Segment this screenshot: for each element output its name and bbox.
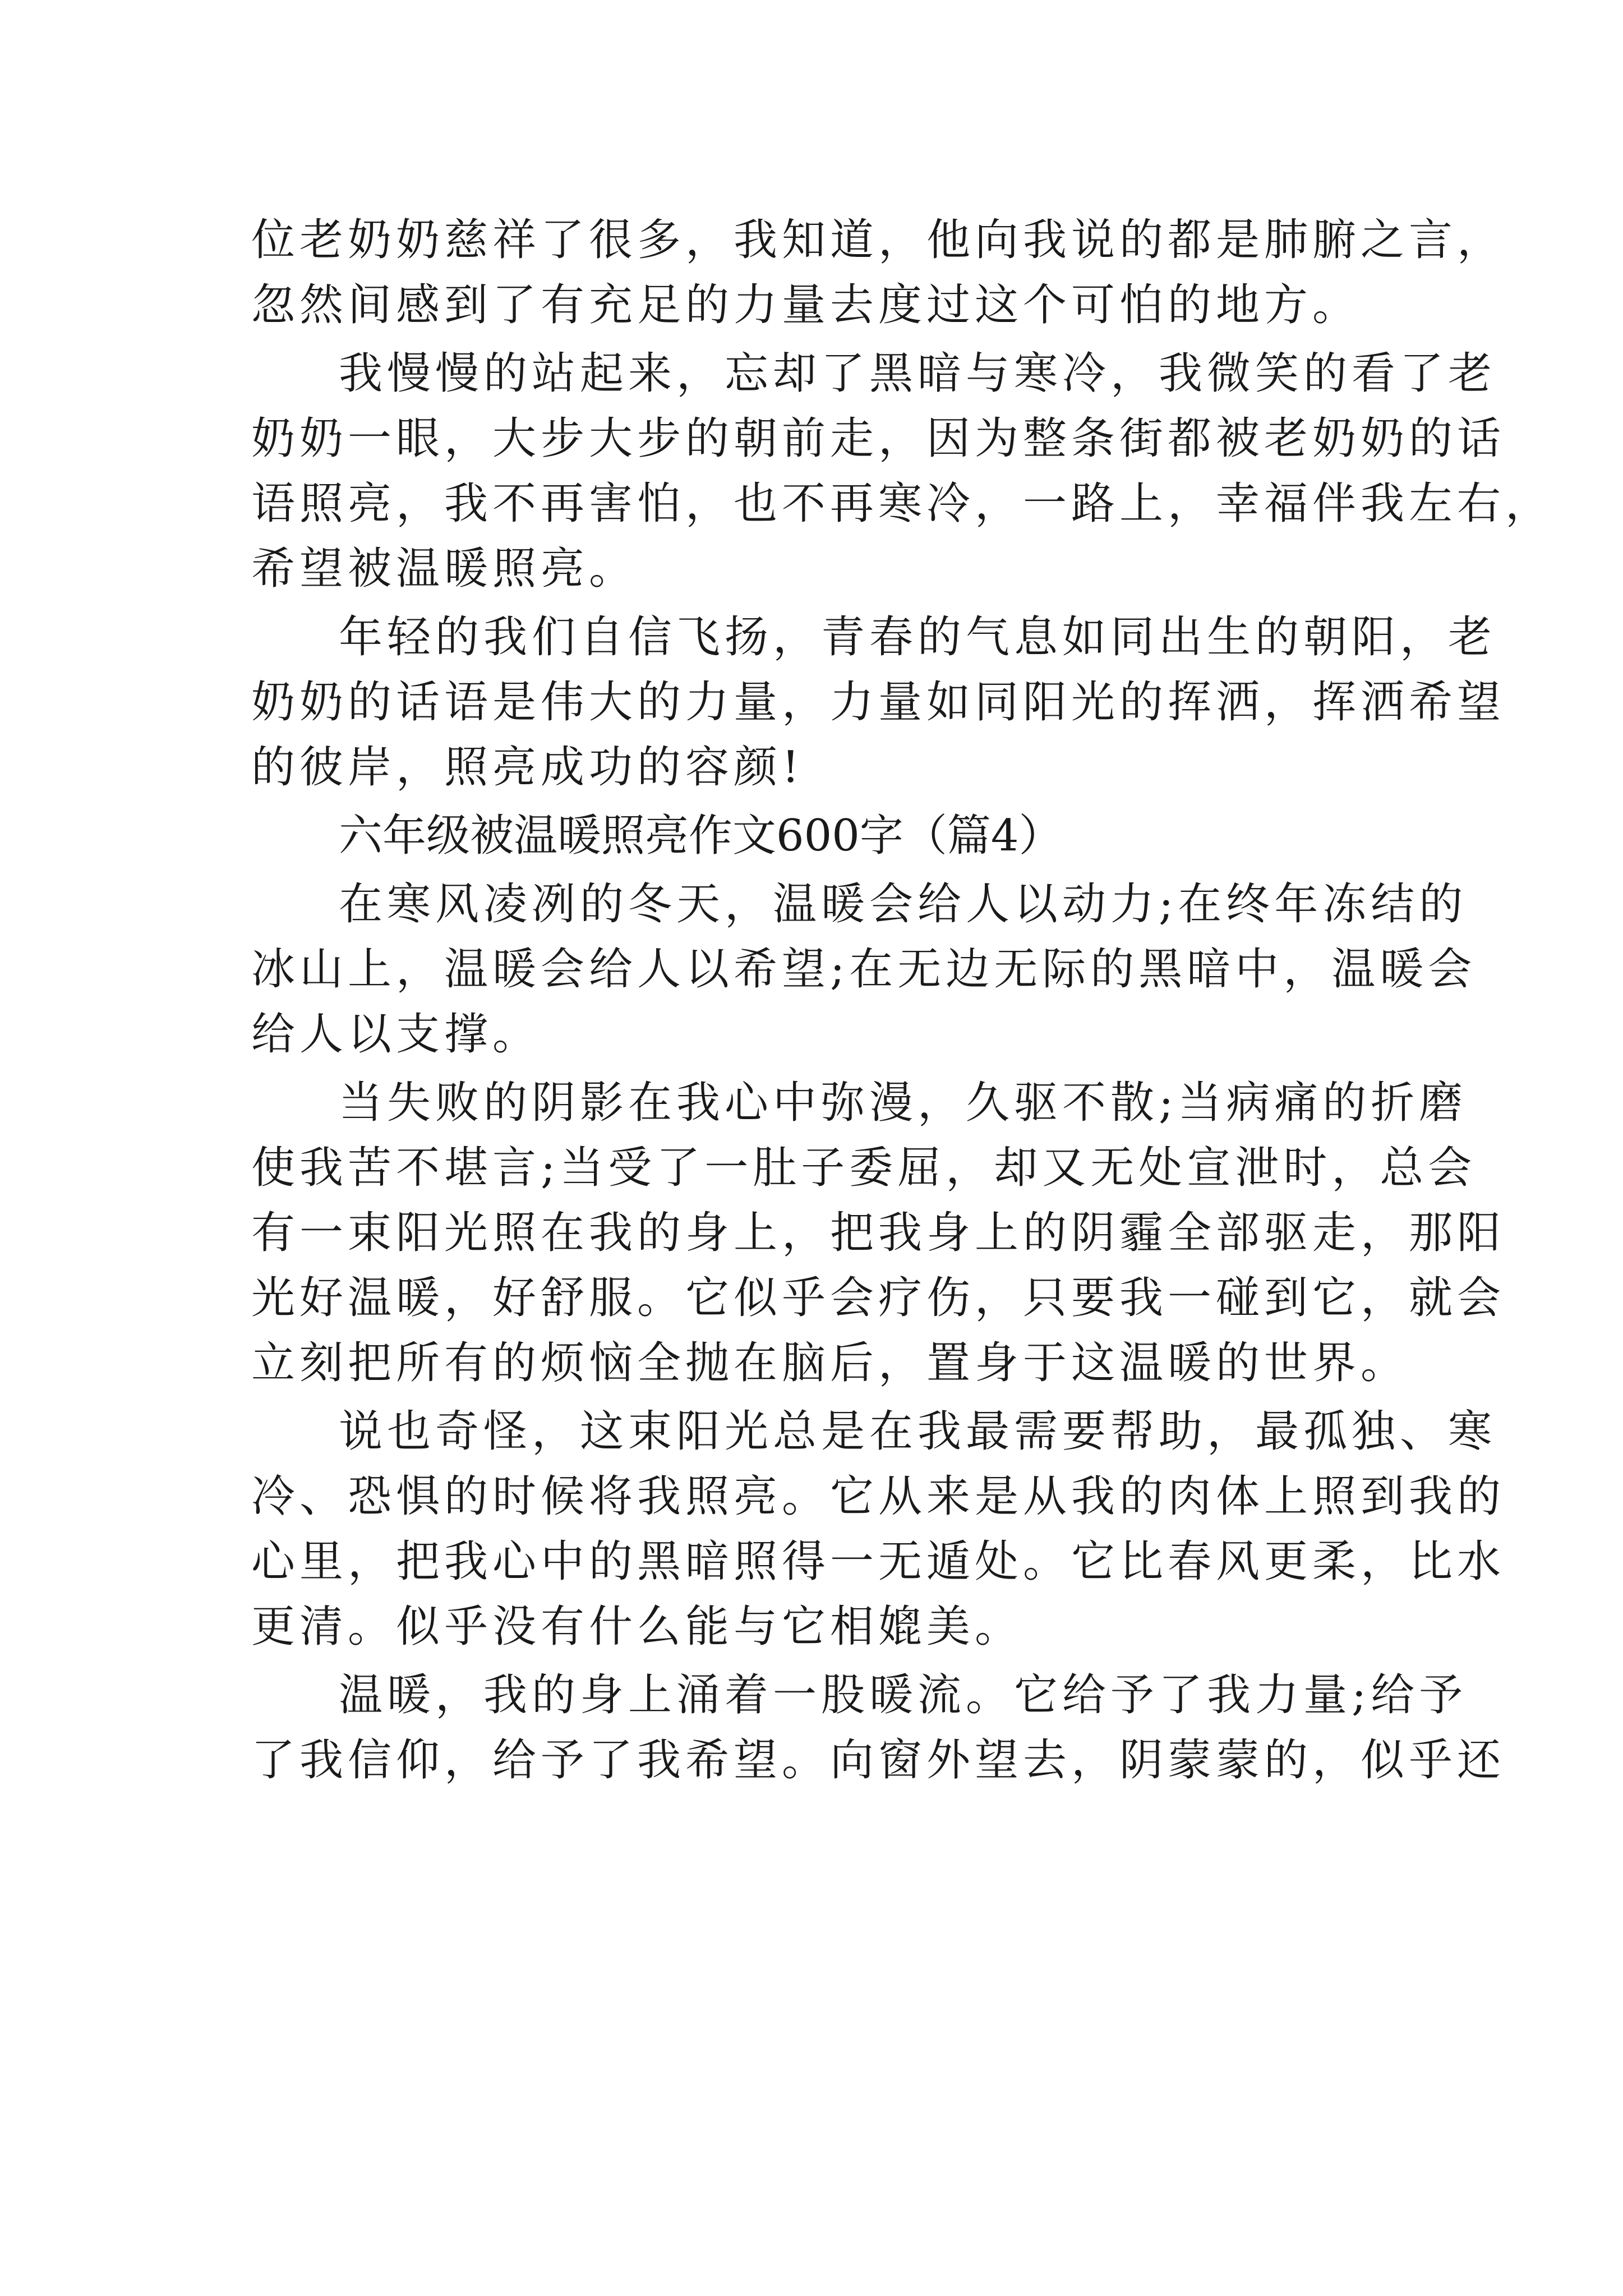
text-line: 奶奶的话语是伟大的力量，力量如同阳光的挥洒，挥洒希望 xyxy=(251,677,1506,728)
section-heading xyxy=(251,803,1384,868)
text-line: 有一束阳光照在我的身上，把我身上的阴霾全部驱走，那阳 xyxy=(251,1208,1506,1258)
text-line: 当失败的阴影在我心中弥漫，久驱不散;当病痛的折磨 xyxy=(339,1078,1468,1128)
document-page xyxy=(251,208,1554,1793)
paragraph-7 xyxy=(251,1663,1506,1793)
paragraph-3 xyxy=(251,605,1506,800)
text-line: 冰山上，温暖会给人以希望;在无边无际的黑暗中，温暖会 xyxy=(251,944,1477,995)
text-line: 在寒风凌冽的冬天，温暖会给人以动力;在终年冻结的 xyxy=(339,879,1468,930)
text-line: 了我信仰，给予了我希望。向窗外望去，阴蒙蒙的，似乎还 xyxy=(251,1735,1506,1786)
text-line: 温暖，我的身上涌着一股暖流。它给予了我力量;给予 xyxy=(339,1670,1468,1720)
text-line: 的彼岸，照亮成功的容颜! xyxy=(251,742,804,793)
paragraph-2 xyxy=(251,341,1554,601)
text-line: 心里，把我心中的黑暗照得一无遁处。它比春风更柔，比水 xyxy=(251,1536,1506,1587)
paragraph-1 xyxy=(251,208,1506,338)
paragraph-5 xyxy=(251,1070,1506,1396)
text-line: 冷、恐惧的时候将我照亮。它从来是从我的肉体上照到我的 xyxy=(251,1471,1506,1522)
text-line: 光好温暖，好舒服。它似乎会疗伤，只要我一碰到它，就会 xyxy=(251,1273,1506,1323)
text-line: 给人以支撑。 xyxy=(251,1009,541,1060)
paragraph-4 xyxy=(251,872,1477,1067)
text-line: 立刻把所有的烦恼全抛在脑后，置身于这温暖的世界。 xyxy=(251,1338,1409,1388)
text-line: 年轻的我们自信飞扬，青春的气息如同出生的朝阳，老 xyxy=(339,612,1497,662)
text-line: 忽然间感到了有充足的力量去度过这个可怕的地方。 xyxy=(251,280,1361,330)
text-line: 语照亮，我不再害怕，也不再寒冷，一路上，幸福伴我左右， xyxy=(251,478,1554,529)
paragraph-6 xyxy=(251,1399,1506,1659)
section-title: 六年级被温暖照亮作文600字（篇4） xyxy=(339,811,1063,861)
text-line: 更清。似乎没有什么能与它相媲美。 xyxy=(251,1602,1023,1652)
text-line: 奶奶一眼，大步大步的朝前走，因为整条街都被老奶奶的话 xyxy=(251,413,1506,464)
text-line: 希望被温暖照亮。 xyxy=(251,544,638,594)
text-line: 我慢慢的站起来，忘却了黑暗与寒冷，我微笑的看了老 xyxy=(339,348,1497,399)
text-line: 位老奶奶慈祥了很多，我知道，他向我说的都是肺腑之言， xyxy=(251,215,1506,265)
text-line: 说也奇怪，这束阳光总是在我最需要帮助，最孤独、寒 xyxy=(339,1406,1497,1457)
text-line: 使我苦不堪言;当受了一肚子委屈，却又无处宣泄时，总会 xyxy=(251,1143,1477,1193)
